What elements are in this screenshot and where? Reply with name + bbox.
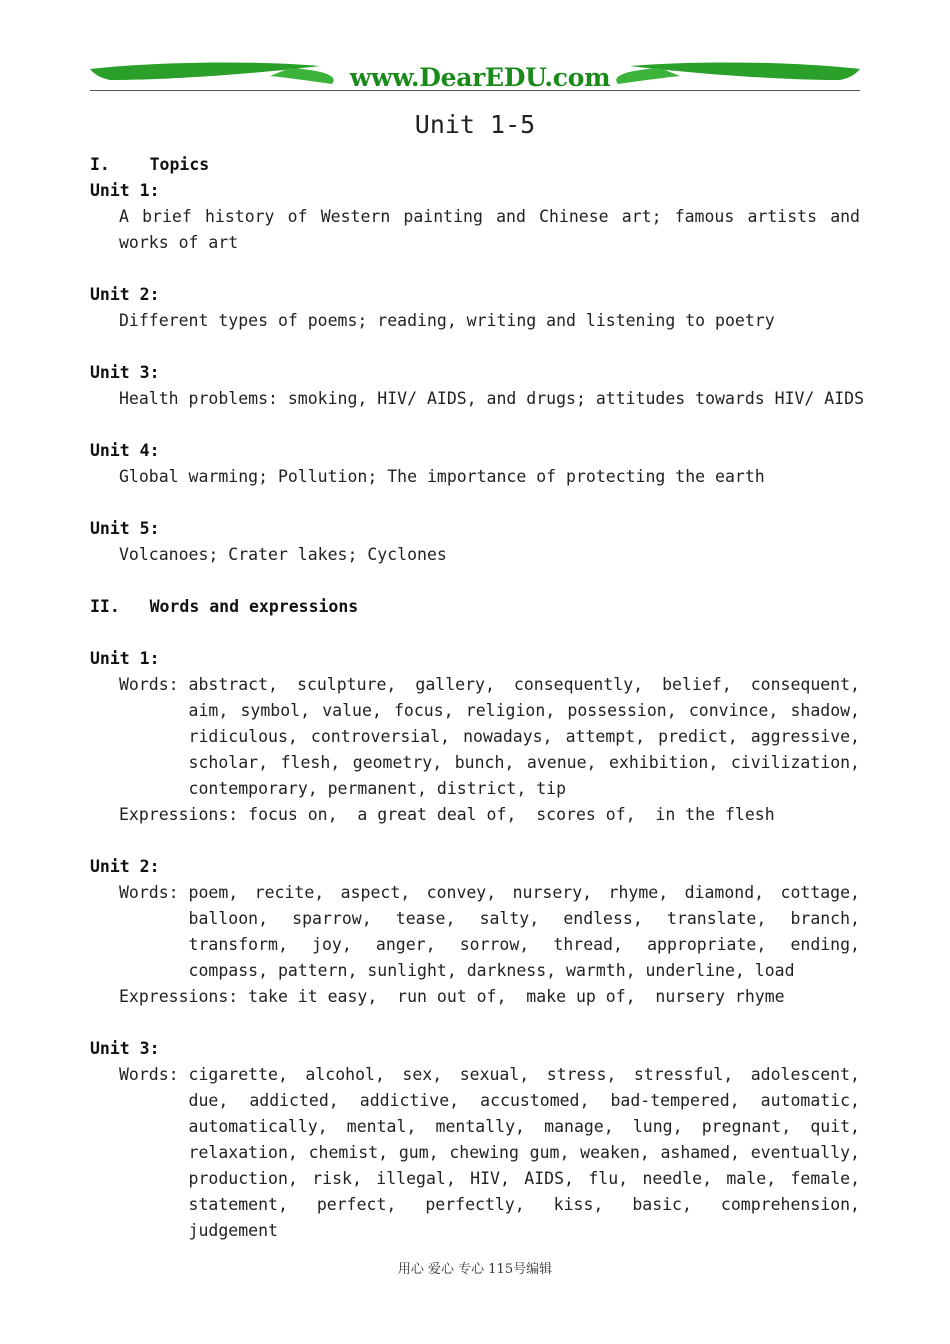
header-divider — [90, 90, 860, 91]
expressions-text: focus on, a great deal of, scores of, in the flesh — [248, 805, 775, 824]
words-label: Words: — [119, 883, 189, 902]
unit-label: Unit 5: — [90, 519, 160, 538]
page-footer: 用心 爱心 专心 115号编辑 — [397, 1262, 553, 1277]
expressions-label: Expressions: — [119, 987, 249, 1006]
left-swoosh-tail-icon — [270, 68, 334, 84]
words-text: cigarette, alcohol, sex, sexual, stress, stressful, adolescent, due, addicted, addictive, accustomed, bad-tempered, automatic, automatically, mental, mentally, manage, lung, pregnant, quit, relaxation, chemist, gum, chewing gum, weaken, ashamed, eventually, production, risk, illegal, HIV, AIDS, flu, needle, male, female, statement, perfect, perfectly, kiss, basic, comprehension, judgement — [188, 1065, 860, 1240]
words-list — [90, 880, 860, 984]
unit-label: Unit 2: — [90, 285, 160, 304]
words-list — [90, 672, 860, 802]
section-title: Topics — [149, 155, 210, 174]
unit-label: Unit 1: — [90, 181, 160, 200]
section-heading-words — [90, 594, 860, 620]
unit-topic-text: Different types of poems; reading, writing and listening to poetry — [119, 311, 775, 330]
document-body — [90, 152, 865, 1244]
expressions-text: take it easy, run out of, make up of, nursery rhyme — [248, 987, 785, 1006]
words-text: poem, recite, aspect, convey, nursery, rhyme, diamond, cottage, balloon, sparrow, tease, salty, endless, translate, branch, transform, joy, anger, sorrow, thread, appropriate, ending, compass, pattern, sunlight, darkness, warmth, underline, load — [188, 883, 860, 980]
page-title: Unit 1-5 — [414, 110, 536, 139]
expressions-label: Expressions: — [119, 805, 249, 824]
unit-topic-text: A brief history of Western painting and Chinese art; famous artists and works of art — [119, 207, 860, 252]
unit-label: Unit 1: — [90, 649, 160, 668]
expressions-line — [90, 984, 860, 1010]
words-label: Words: — [119, 1065, 189, 1084]
words-text: abstract, sculpture, gallery, consequently, belief, consequent, aim, symbol, value, focus, religion, possession, convince, shadow, ridiculous, controversial, nowadays, attempt, predict, aggressive, scholar, flesh, geometry, bunch, avenue, exhibition, civilization, contemporary, permanent, district, tip — [188, 675, 860, 798]
section-number: II. — [90, 597, 120, 616]
unit-topic-text: Global warming; Pollution; The importance of protecting the earth — [119, 467, 765, 486]
site-logo-text: www.DearEDU.com — [349, 63, 611, 92]
expressions-line — [90, 802, 860, 828]
unit-topic-text: Health problems: smoking, HIV/ AIDS, and drugs; attitudes towards HIV/ AIDS — [119, 389, 865, 408]
words-list — [90, 1062, 860, 1244]
unit-label: Unit 4: — [90, 441, 160, 460]
unit-label: Unit 2: — [90, 857, 160, 876]
unit-topic-text: Volcanoes; Crater lakes; Cyclones — [119, 545, 447, 564]
section-title: Words and expressions — [149, 597, 359, 616]
words-label: Words: — [119, 675, 189, 694]
section-heading-topics — [90, 152, 860, 178]
unit-label: Unit 3: — [90, 363, 160, 382]
unit-label: Unit 3: — [90, 1039, 160, 1058]
section-number: I. — [90, 155, 110, 174]
